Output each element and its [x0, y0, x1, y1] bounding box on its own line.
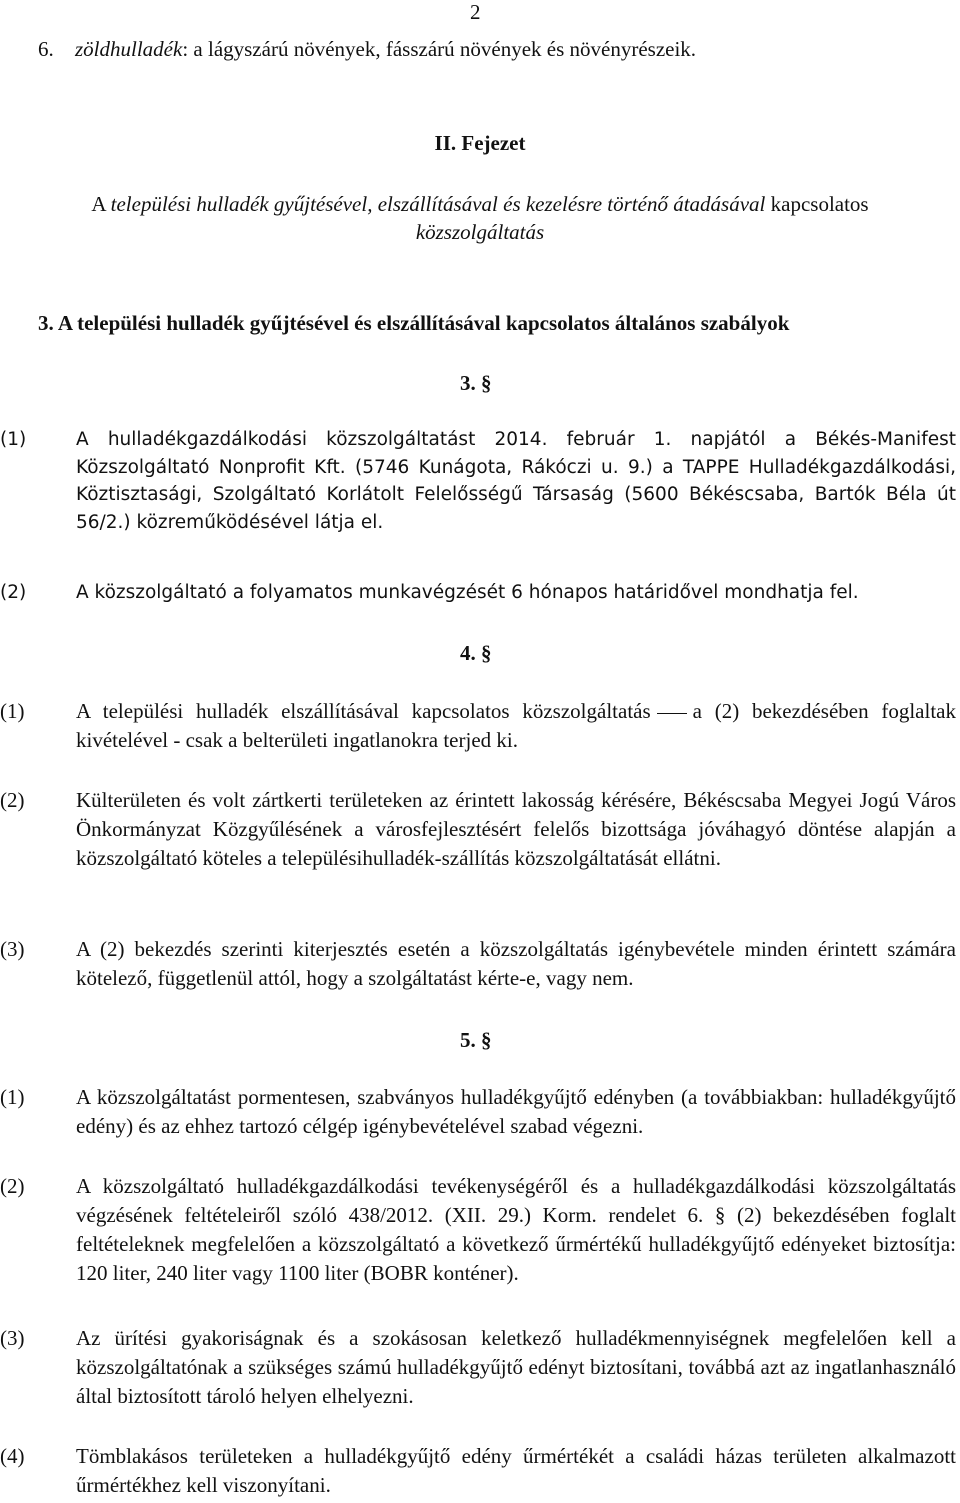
chapter-title-line2: közszolgáltatás: [415, 220, 545, 244]
chapter-title: [0, 190, 960, 246]
definition-item-6: [38, 36, 958, 62]
paragraph-label: (2): [0, 788, 25, 812]
s4-paragraph-1: [0, 697, 956, 755]
paragraph-label: (2): [0, 1174, 25, 1198]
defined-term: zöldhulladék: [75, 37, 183, 61]
paragraph-text: A hulladékgazdálkodási közszolgáltatást 2014. február 1. napjától a Békés-Manifest Közszolgáltató Nonprofit Kft. (5746 Kunágota, Rákóczi u. 9.) a TAPPE Hulladékgazdálkodási, Köztisztasági, Szolgáltató Korlátolt Felelősségű Társaság (5600 Békéscsaba, Bartók Béla út 56/2.) közreműködésével látja el.: [76, 429, 956, 533]
paragraph-label: (2): [0, 582, 27, 603]
page-number: 2: [470, 0, 481, 24]
paragraph-heading-4: 4. §: [460, 641, 492, 665]
paragraph-text: Tömblakásos területeken a hulladékgyűjtő edény űrmértékét a családi házas területen alkalmazott űrmértékhez kell viszonyítani.: [76, 1444, 956, 1497]
paragraph-heading-3: 3. §: [460, 371, 492, 395]
chapter-title-italic: települési hulladék gyűjtésével, elszállításával és kezelésre történő átadásával: [110, 192, 766, 216]
em-dash: [657, 713, 687, 714]
chapter-title-part: kapcsolatos: [765, 192, 869, 216]
paragraph-label: (1): [0, 1085, 25, 1109]
chapter-title-part: A: [91, 192, 111, 216]
paragraph-label: (1): [0, 699, 25, 723]
paragraph-text: [76, 697, 956, 755]
paragraph-label: (3): [0, 1326, 25, 1350]
paragraph-text: A (2) bekezdés szerinti kiterjesztés esetén a közszolgáltatás igénybevétele minden érintett számára kötelező, függetlenül attól, hogy a szolgáltatást kérte-e, vagy nem.: [76, 937, 956, 990]
paragraph-label: (3): [0, 937, 25, 961]
s4-paragraph-3: [0, 935, 956, 993]
s5-paragraph-4: [0, 1442, 956, 1500]
s3-paragraph-1: [0, 426, 956, 536]
paragraph-text: Külterületen és volt zártkerti területeken az érintett lakosság kérésére, Békéscsaba Megyei Jogú Város Önkormányzat Közgyűlésének a városfejlesztésért felelős bizottsága jóváhagyó döntése alapján a közszolgáltató köteles a településihulladék-szállítás közszolgáltatását ellátni.: [76, 788, 956, 870]
paragraph-text: A közszolgáltató hulladékgazdálkodási tevékenységéről és a hulladékgazdálkodási közszolgáltatás végzésének feltételeiről szóló 438/2012. (XII. 29.) Korm. rendelet 6. § (2) bekezdésében foglalt feltételeknek megfelelően a közszolgáltató a következő űrmértékű hulladékgyűjtő edényeket biztosítja: 120 liter, 240 liter vagy 1100 liter (BOBR konténer).: [76, 1174, 956, 1285]
definition-text: : a lágyszárú növények, fásszárú növények és növényrészeik.: [182, 37, 697, 61]
paragraph-text: A közszolgáltató a folyamatos munkavégzését 6 hónapos határidővel mondhatja fel.: [76, 582, 859, 603]
paragraph-text: A közszolgáltatást pormentesen, szabványos hulladékgyűjtő edényben (a továbbiakban: hulladékgyűjtő edény) és az ehhez tartozó célgép igénybevételével szabad végezni.: [76, 1085, 956, 1138]
paragraph-text: Az ürítési gyakoriságnak és a szokásosan keletkező hulladékmennyiségnek megfelelően kell a közszolgáltatónak a szükséges számú hulladékgyűjtő edényt biztosítani, továbbá azt az ingatlanhasználó által biztosított tároló helyen elhelyezni.: [76, 1326, 956, 1408]
s5-paragraph-1: [0, 1083, 956, 1141]
chapter-heading: II. Fejezet: [434, 131, 526, 155]
paragraph-label: (4): [0, 1444, 25, 1468]
item-number: 6.: [38, 37, 54, 61]
paragraph-label: (1): [0, 429, 27, 450]
s5-paragraph-3: [0, 1324, 956, 1411]
paragraph-heading-5: 5. §: [460, 1028, 492, 1052]
s3-paragraph-2: [0, 578, 956, 607]
s4-paragraph-2: [0, 786, 956, 873]
paragraph-text-part: a (2) bekezdésében foglaltak kivételével - csak a belterületi ingatlanokra terjed ki.: [76, 699, 956, 752]
section-title: 3. A települési hulladék gyűjtésével és elszállításával kapcsolatos általános szabályok: [38, 311, 790, 335]
s5-paragraph-2: [0, 1172, 956, 1288]
paragraph-text-part: A települési hulladék elszállításával kapcsolatos közszolgáltatás: [76, 699, 651, 723]
